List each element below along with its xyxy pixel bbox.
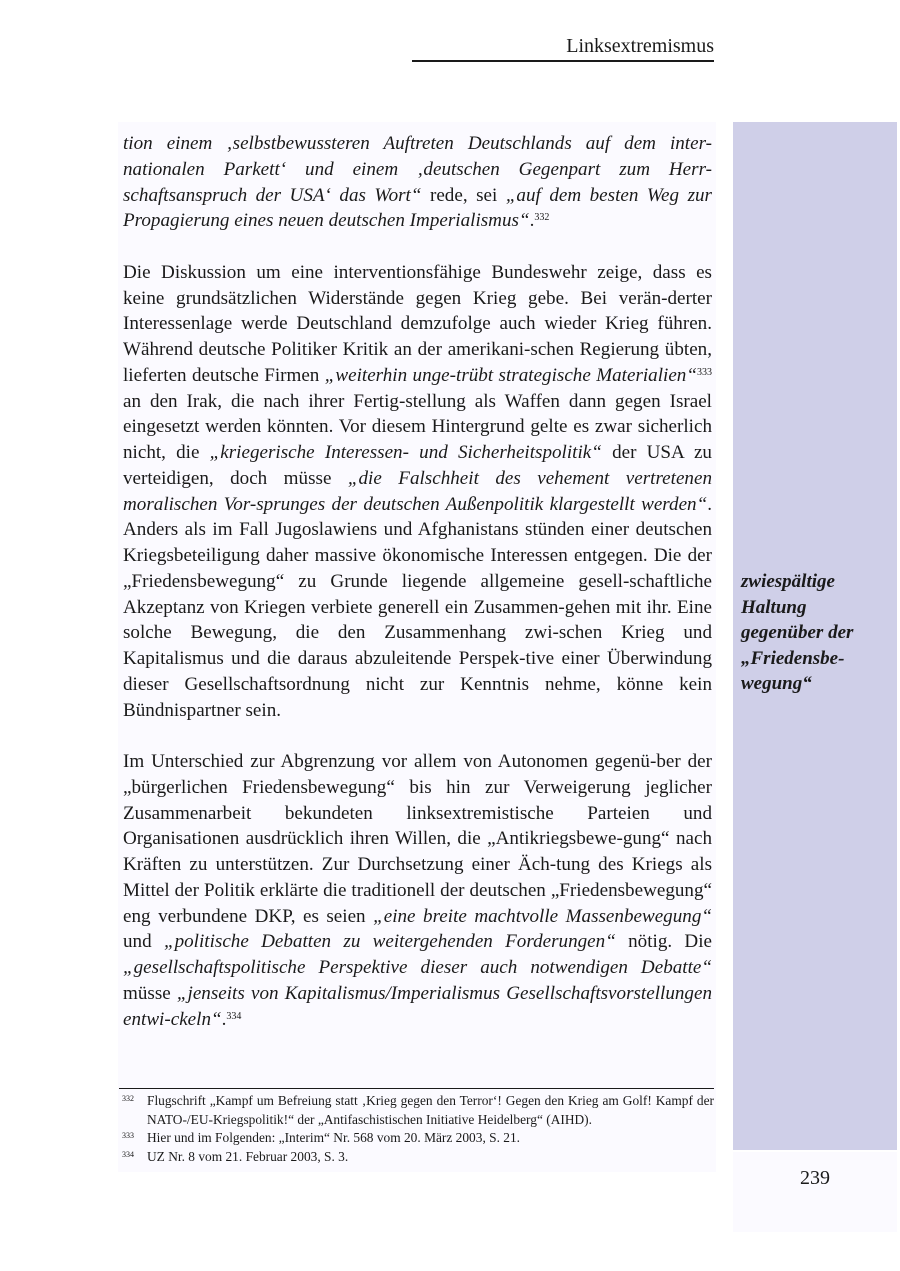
footnote-ref-332: 332 [534, 212, 550, 224]
quote-text: „auf dem besten Weg zur Propagierung eines neuen deutschen Imperialismus“ [123, 184, 712, 232]
body-text [123, 131, 712, 1032]
quote-text: tion einem ‚selbstbewussteren Auftreten Deutschlands auf dem inter-nationalen Parkett‘ und einem ‚deutschen Gegenpart zum Herr-schaftsanspruch der USA‘ das Wort“ [123, 133, 712, 206]
footnote-ref-334: 334 [226, 1010, 242, 1022]
quote-text: „die Falschheit des vehement vertretenen moralischen Vor-sprunges der deutschen Außenpolitik klargestellt werden“ [123, 467, 713, 515]
text-segment: Die Diskussion um eine interventionsfähige Bundeswehr zeige, dass es keine grundsätzlichen Widerstände gegen Krieg gebe. Bei verän-derter Interessenlage werde Deutschland demzufolge auch wieder Krieg führen. Während deutsche Politiker Kritik an der amerikani-schen Regierung übten, lieferten deutsche Firmen [123, 261, 712, 386]
paragraph-2 [123, 260, 712, 724]
page-number: 239 [800, 1167, 830, 1189]
footnotes [119, 1088, 714, 1166]
running-header-title: Linksextremismus [412, 32, 714, 62]
quote-text: „kriegerische Interessen- und Sicherheitspolitik“ [209, 442, 602, 463]
quote-text: „jenseits von Kapitalismus/Imperialismus Gesellschaftsvorstellungen entwi-ckeln“ [123, 982, 712, 1030]
text-segment: Im Unterschied zur Abgrenzung vor allem von Autonomen gegenü-ber der „bürgerlichen Friedensbewegung“ bis hin zur Verweigerung jeglicher Zusammenarbeit bekundeten linksextremistische Parteien und Organisationen ausdrücklich ihren Willen, die „Antikriegsbewe-gung“ nach Kräften zu unterstützen. Zur Durchsetzung einer Äch-tung des Kriegs als Mittel der Politik erklärte die traditionell der deutschen „Friedensbewegung“ eng verbundene DKP, es seien [123, 751, 712, 927]
footnote-text: UZ Nr. 8 vom 21. Februar 2003, S. 3. [147, 1148, 349, 1164]
text-segment: . [529, 210, 535, 232]
footnote-number: 333 [122, 1131, 134, 1141]
footnote-text: Hier und im Folgenden: „Interim“ Nr. 568 vom 20. März 2003, S. 21. [147, 1130, 521, 1146]
text-segment: müsse [123, 982, 177, 1004]
page-number-background [733, 1152, 897, 1232]
margin-note: zwiespältige Haltung gegenüber der „Friedensbe-wegung“ [741, 571, 854, 695]
text-segment: . Anders als im Fall Jugoslawiens und Afghanistans stünden einer deutschen Kriegsbeteiligung daher massive ökonomische Interessen entgegen. Die der „Friedensbewegung“ zu Grunde liegende allgemeine gesell-schaftliche Akzeptanz von Kriegen verbiete generell ein Zusammen-gehen mit ihr. Eine solche Bewegung, die den Zusammenhang zwi-schen Krieg und Kapitalismus und die daraus abzuleitende Perspek-tive einer Überwindung dieser Gesellschaftsordnung nicht zur Kenntnis nehme, könne kein Bündnispartner sein. [123, 493, 712, 721]
paragraph-1 [123, 131, 712, 234]
text-segment: an den Irak, die nach ihrer Fertig-stellung als Waffen dann gegen Israel eingesetzt werden könnten. Vor diesem Hintergrund gelte es zwar sicherlich nicht, die [123, 390, 712, 463]
footnote-ref-333: 333 [696, 366, 712, 378]
footnote-number: 334 [122, 1149, 134, 1159]
footnote-334 [119, 1148, 714, 1167]
text-segment: nötig. Die [615, 931, 713, 953]
text-segment: rede, sei [421, 184, 506, 206]
footnote-333 [119, 1129, 714, 1148]
quote-text: „politische Debatten zu weitergehenden Forderungen“ [163, 931, 616, 953]
footnote-332 [119, 1092, 714, 1129]
quote-text: „eine breite machtvolle Massenbewegung“ [373, 905, 712, 927]
quote-text: „weiterhin unge-trübt strategische Materialien“ [324, 364, 697, 386]
footnote-number: 332 [122, 1094, 134, 1103]
text-segment: und [123, 931, 164, 953]
text-segment: . [221, 1008, 227, 1030]
paragraph-3 [123, 749, 712, 1032]
footnote-text: Flugschrift „Kampf um Befreiung statt ‚Krieg gegen den Terror‘! Gegen den Krieg am Golf! Kampf der NATO-/EU-Kriegspolitik!“ der „Antifaschistischen Initiative Heidelberg“ (AIHD). [147, 1093, 714, 1127]
text-segment: der USA zu verteidigen, doch müsse [123, 442, 712, 489]
quote-text: „gesellschaftspolitische Perspektive dieser auch notwendigen Debatte“ [123, 957, 712, 978]
